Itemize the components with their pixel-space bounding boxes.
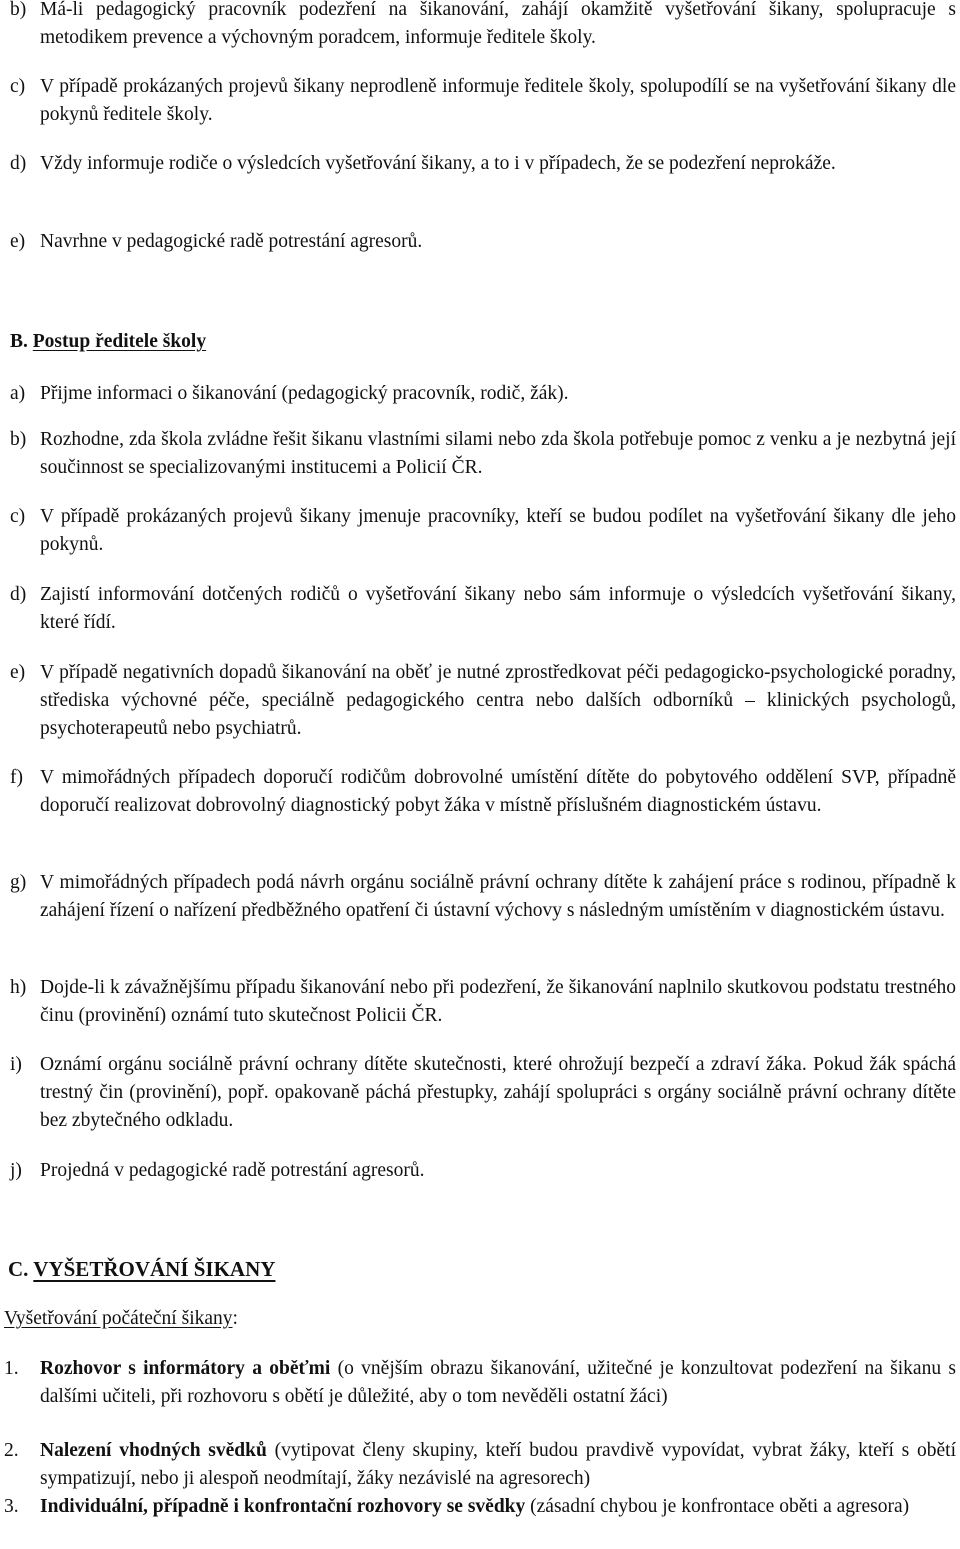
list-item xyxy=(10,659,956,743)
item-label: g) xyxy=(10,872,27,893)
item-text: Oznámí orgánu sociálně právní ochrany dítěte skutečnosti, které ohrožují bezpečí a zdraví žáka. Pokud žák spáchá trestný čin (provinění), popř. opakovaně páchá přestupky, zahájí spolupráci s orgány sociálně právní ochrany dítěte bez zbytečného odkladu. xyxy=(40,1054,956,1131)
list-item xyxy=(10,380,956,408)
list-item xyxy=(10,974,956,1030)
item-label: c) xyxy=(10,76,26,97)
item-bold: Nalezení vhodných svědků xyxy=(40,1440,267,1461)
item-label: c) xyxy=(10,506,26,527)
list-item xyxy=(10,503,956,559)
item-text: V případě prokázaných projevů šikany jmenuje pracovníky, kteří se budou podílet na vyšetřování šikany dle jeho pokynů. xyxy=(40,506,956,555)
subheading-colon: : xyxy=(232,1308,238,1329)
item-text: Zajistí informování dotčených rodičů o vyšetřování šikany nebo sám informuje o výsledcích vyšetřování šikany, které řídí. xyxy=(40,584,956,633)
item-text: Projedná v pedagogické radě potrestání agresorů. xyxy=(40,1160,425,1181)
item-label: j) xyxy=(10,1160,22,1181)
item-label: d) xyxy=(10,153,27,174)
list-item xyxy=(10,581,956,637)
section-b-letter: B. xyxy=(10,331,28,352)
list-item xyxy=(10,150,956,178)
item-text: V případě negativních dopadů šikanování na oběť je nutné zprostředkovat péči pedagogicko-psychologické poradny, střediska výchovné péče, speciálně pedagogického centra nebo dalších odborníků – klinických psychologů, psychoterapeutů nebo psychiatrů. xyxy=(40,662,956,739)
item-text: Má-li pedagogický pracovník podezření na šikanování, zahájí okamžitě vyšetřování šikany, spolupracuje s metodikem prevence a výchovným poradcem, informuje ředitele školy. xyxy=(40,0,956,48)
section-c-heading xyxy=(8,1255,275,1283)
item-label: 2. xyxy=(4,1440,19,1461)
item-text xyxy=(40,1493,956,1521)
list-item xyxy=(10,869,956,925)
list-item xyxy=(10,764,956,820)
list-item xyxy=(4,1355,956,1411)
item-text: V případě prokázaných projevů šikany neprodleně informuje ředitele školy, spolupodílí se na vyšetřování šikany dle pokynů ředitele školy. xyxy=(40,76,956,125)
item-label: f) xyxy=(10,767,23,788)
item-label: d) xyxy=(10,584,27,605)
list-item xyxy=(4,1493,956,1521)
item-text: Rozhodne, zda škola zvládne řešit šikanu vlastními silami nebo zda škola potřebuje pomoc z venku a je nezbytná její součinnost se specializovanými institucemi a Policií ČR. xyxy=(40,429,956,478)
item-label: e) xyxy=(10,231,26,252)
item-label: 1. xyxy=(4,1358,19,1379)
item-label: b) xyxy=(10,429,27,450)
item-label: h) xyxy=(10,977,27,998)
section-b-heading xyxy=(10,328,206,356)
section-b-title: Postup ředitele školy xyxy=(32,331,207,352)
subheading-text: Vyšetřování počáteční šikany xyxy=(4,1308,233,1329)
list-item xyxy=(10,1051,956,1135)
list-item xyxy=(10,426,956,482)
item-bold: Rozhovor s informátory a oběťmi xyxy=(40,1358,331,1379)
list-item xyxy=(10,228,956,256)
item-label: b) xyxy=(10,0,27,20)
item-text: Dojde-li k závažnějšímu případu šikanování nebo při podezření, že šikanování naplnilo skutkovou podstatu trestného činu (provinění) oznámí tuto skutečnost Policii ČR. xyxy=(40,977,956,1026)
item-text: Navrhne v pedagogické radě potrestání agresorů. xyxy=(40,231,423,252)
item-text: Přijme informaci o šikanování (pedagogický pracovník, rodič, žák). xyxy=(40,383,569,404)
item-label: a) xyxy=(10,383,26,404)
item-text: V mimořádných případech podá návrh orgánu sociálně právní ochrany dítěte k zahájení práce s rodinou, případně k zahájení řízení o nařízení předběžného opatření či ústavní výchovy s následným umístěním v diagnostickém ústavu. xyxy=(40,872,956,921)
item-text xyxy=(40,1437,956,1493)
item-rest: (o vnějším obrazu šikanování, užitečné je konzultovat podezření na šikanu s dalšími učiteli, při rozhovoru s obětí je důležité, aby o tom nevěděli ostatní žáci) xyxy=(40,1358,956,1407)
item-text xyxy=(40,1355,956,1411)
item-label: i) xyxy=(10,1054,22,1075)
section-c-letter: C. xyxy=(8,1257,29,1281)
section-c-subheading xyxy=(4,1305,238,1333)
list-item xyxy=(4,1437,956,1493)
list-item xyxy=(10,0,956,52)
list-item xyxy=(10,1157,956,1185)
item-rest: (vytipovat členy skupiny, kteří budou pravdivě vypovídat, vybrat žáky, kteří s obětí sympatizují, nebo ji alespoň neodmítají, žáky nezávislé na agresorech) xyxy=(40,1440,956,1489)
item-label: e) xyxy=(10,662,26,683)
item-bold: Individuální, případně i konfrontační rozhovory se svědky xyxy=(40,1496,526,1517)
list-item xyxy=(10,73,956,129)
item-rest: (zásadní chybou je konfrontace oběti a agresora) xyxy=(525,1496,910,1517)
section-c-title: VYŠETŘOVÁNÍ ŠIKANY xyxy=(33,1257,276,1281)
item-text: Vždy informuje rodiče o výsledcích vyšetřování šikany, a to i v případech, že se podezření neprokáže. xyxy=(40,153,836,174)
item-text: V mimořádných případech doporučí rodičům dobrovolné umístění dítěte do pobytového oddělení SVP, případně doporučí realizovat dobrovolný diagnostický pobyt žáka v místně příslušném diagnostickém ústavu. xyxy=(40,767,956,816)
item-label: 3. xyxy=(4,1496,19,1517)
